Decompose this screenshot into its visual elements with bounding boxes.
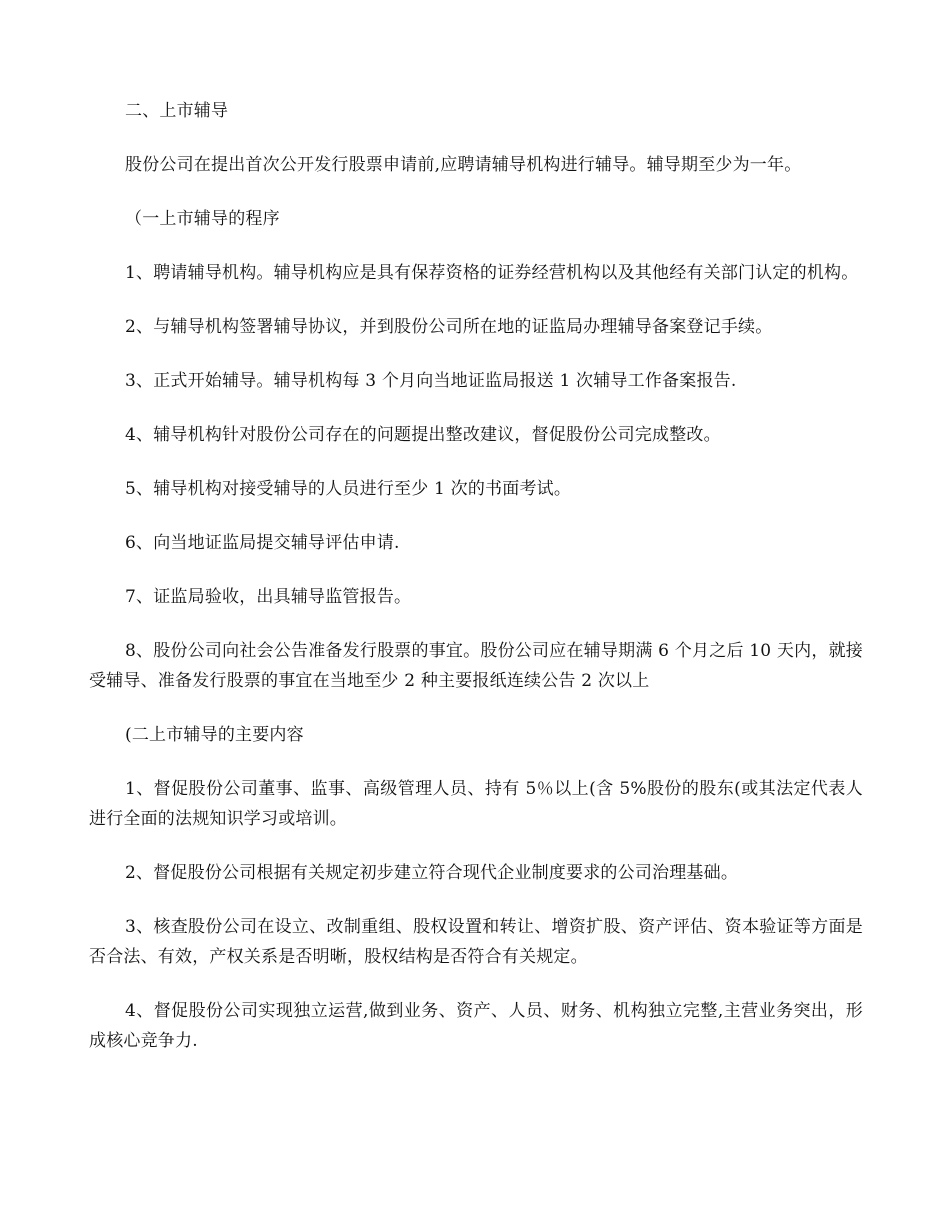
procedure-item: 5、辅导机构对接受辅导的人员进行至少 1 次的书面考试。 xyxy=(125,479,572,499)
content-item: 1、督促股份公司董事、监事、高级管理人员、持有 5％以上(含 5%股份的股东(或其法定代表人进行全面的法规知识学习或培训。 xyxy=(89,779,863,829)
intro-paragraph: 股份公司在提出首次公开发行股票申请前,应聘请辅导机构进行辅导。辅导期至少为一年。 xyxy=(125,155,802,175)
procedure-item: 3、正式开始辅导。辅导机构每 3 个月向当地证监局报送 1 次辅导工作备案报告. xyxy=(125,371,737,391)
procedure-item: 8、股份公司向社会公告准备发行股票的事宜。股份公司应在辅导期满 6 个月之后 10 天内，就接受辅导、准备发行股票的事宜在当地至少 2 种主要报纸连续公告 2 次以上 xyxy=(89,641,863,691)
content-item: 2、督促股份公司根据有关规定初步建立符合现代企业制度要求的公司治理基础。 xyxy=(125,863,739,883)
section-heading: 二、上市辅导 xyxy=(125,101,229,121)
document-body xyxy=(89,96,863,1080)
subsection-heading: (二上市辅导的主要内容 xyxy=(125,725,304,745)
procedure-item: 6、向当地证监局提交辅导评估申请. xyxy=(125,533,400,553)
procedure-item: 2、与辅导机构签署辅导协议，并到股份公司所在地的证监局办理辅导备案登记手续。 xyxy=(125,317,773,337)
content-item: 4、督促股份公司实现独立运营,做到业务、资产、人员、财务、机构独立完整,主营业务突出，形成核心竞争力. xyxy=(89,1001,863,1051)
content-item: 3、核查股份公司在设立、改制重组、股权设置和转让、增资扩股、资产评估、资本验证等方面是否合法、有效，产权关系是否明晰，股权结构是否符合有关规定。 xyxy=(89,917,863,967)
procedure-item: 4、辅导机构针对股份公司存在的问题提出整改建议，督促股份公司完成整改。 xyxy=(125,425,721,445)
procedure-item: 1、聘请辅导机构。辅导机构应是具有保荐资格的证券经营机构以及其他经有关部门认定的机构。 xyxy=(125,263,859,283)
subsection-heading: （一上市辅导的程序 xyxy=(125,209,280,229)
procedure-item: 7、证监局验收，出具辅导监管报告。 xyxy=(125,587,412,607)
